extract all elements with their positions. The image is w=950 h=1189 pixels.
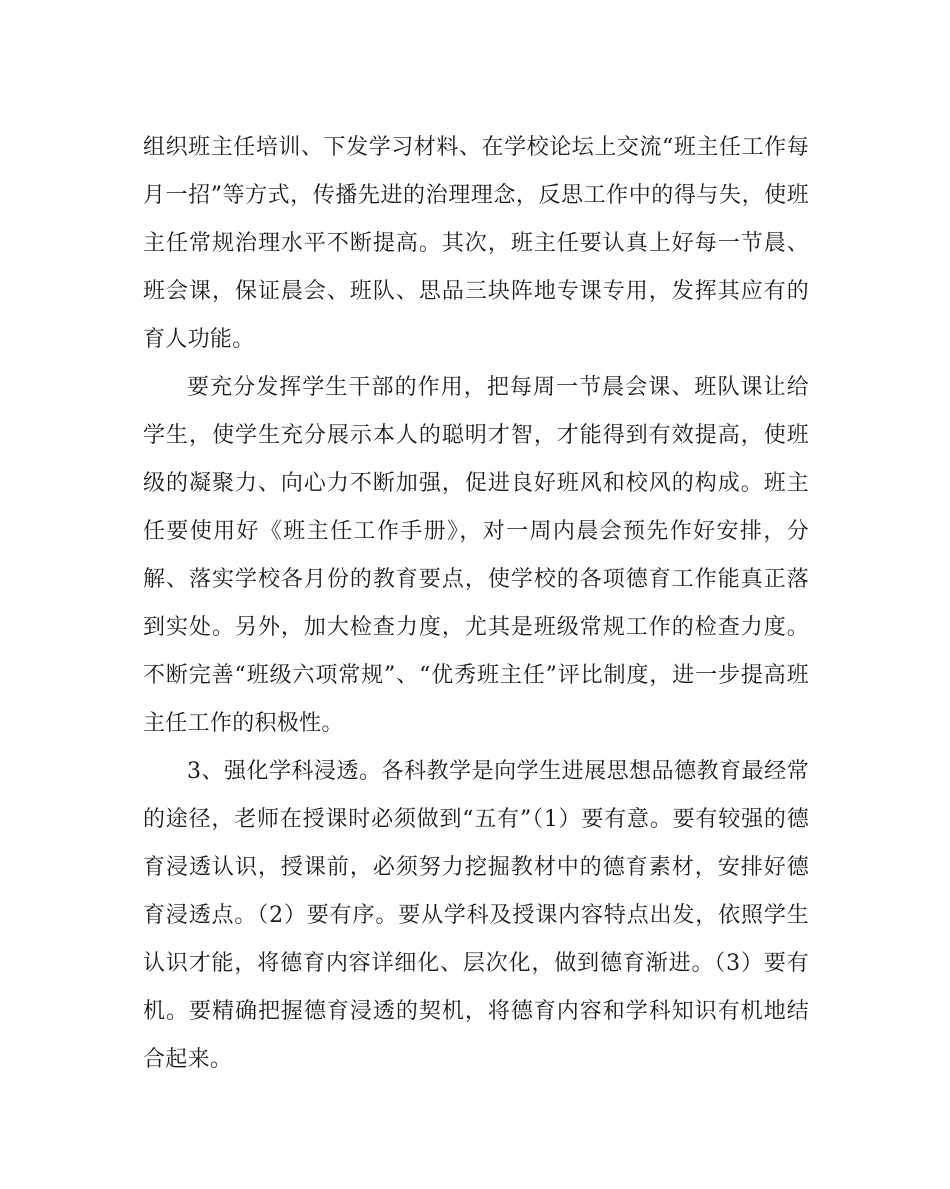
document-body [143,124,809,1084]
paragraph-1: 组织班主任培训、下发学习材料、在学校论坛上交流“班主任工作每月一招”等方式，传播先进的治理理念，反思工作中的得与失，使班主任常规治理水平不断提高。其次，班主任要认真上好每一节晨、班会课，保证晨会、班队、思品三块阵地专课专用，发挥其应有的育人功能。 [143,135,809,352]
paragraph-3: 3、强化学科浸透。各科教学是向学生进展思想品德教育最经常的途径，老师在授课时必须做到“五有”（1）要有意。要有较强的德育浸透认识，授课前，必须努力挖掘教材中的德育素材，安排好德育浸透点。（2）要有序。要从学科及授课内容特点出发，依照学生认识才能，将德育内容详细化、层次化，做到德育渐进。（3）要有机。要精确把握德育浸透的契机，将德育内容和学科知识有机地结合起来。 [143,759,809,1072]
paragraph-2: 要充分发挥学生干部的作用，把每周一节晨会课、班队课让给学生，使学生充分展示本人的聪明才智，才能得到有效提高，使班级的凝聚力、向心力不断加强，促进良好班风和校风的构成。班主任要使用好《班主任工作手册》，对一周内晨会预先作好安排，分解、落实学校各月份的教育要点，使学校的各项德育工作能真正落到实处。另外，加大检查力度，尤其是班级常规工作的检查力度。不断完善“班级六项常规”、“优秀班主任”评比制度，进一步提高班主任工作的积极性。 [143,375,809,736]
